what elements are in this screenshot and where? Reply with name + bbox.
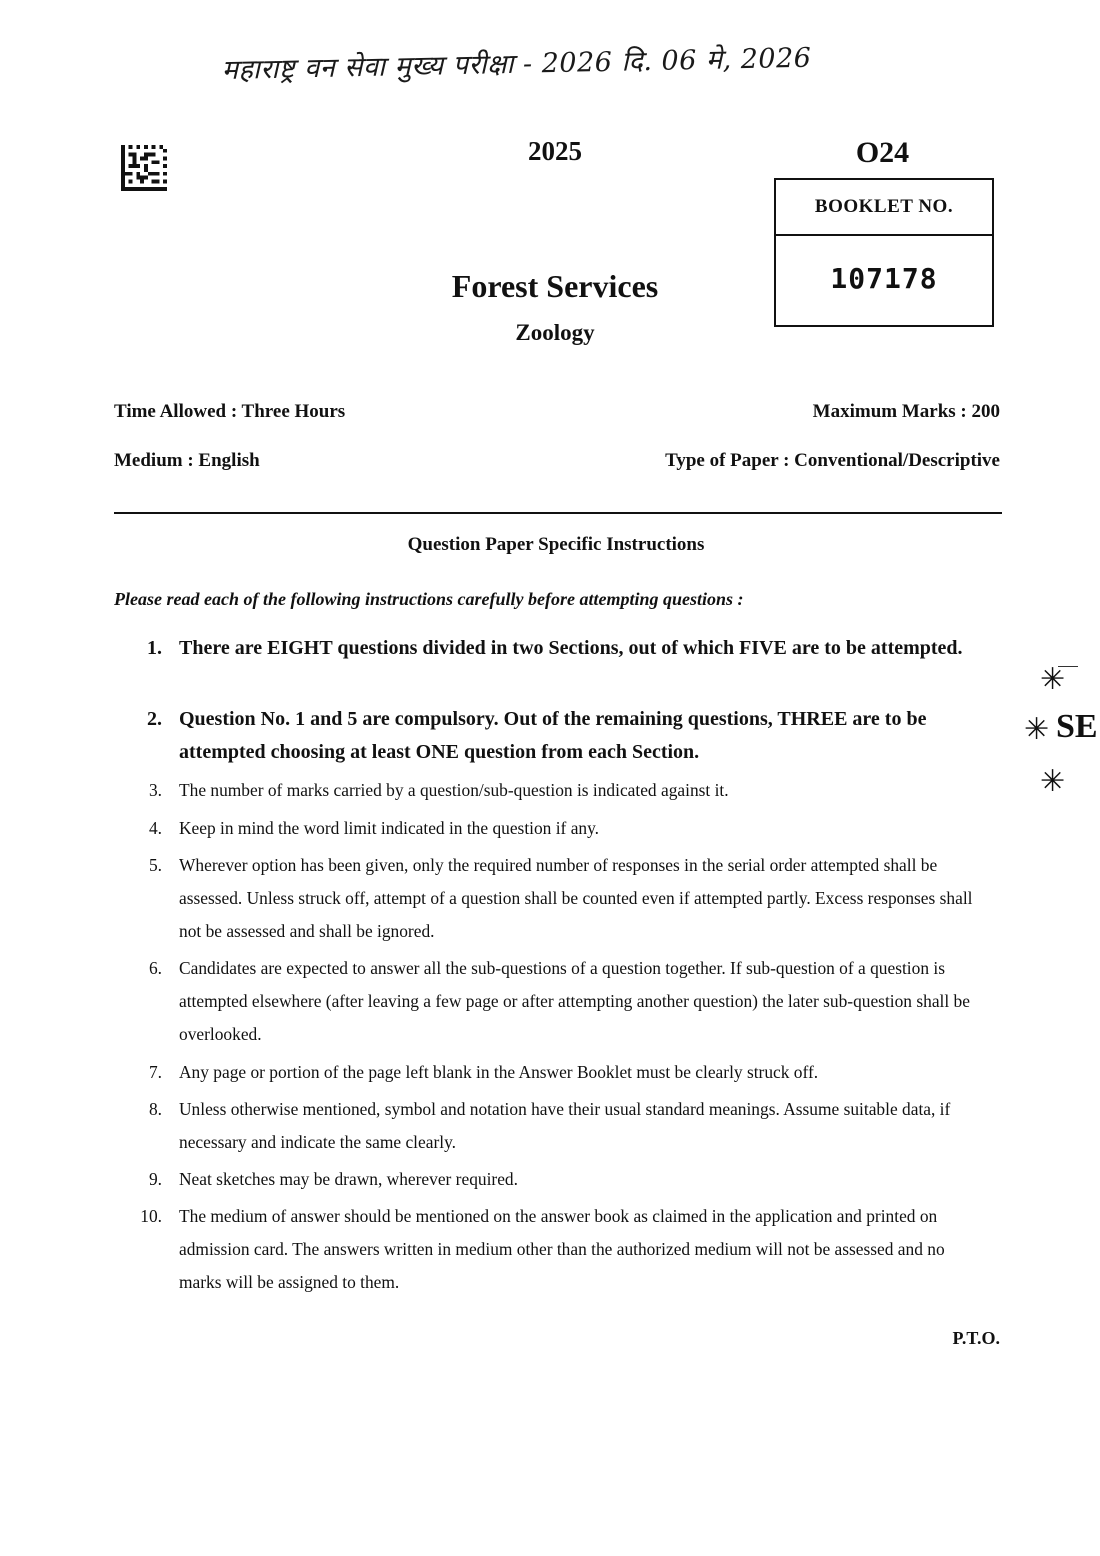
instruction-number: 4. bbox=[148, 818, 162, 838]
instructions-heading: Question Paper Specific Instructions bbox=[407, 534, 705, 555]
stamp-text: SE bbox=[1056, 708, 1098, 745]
paper-code: O24 bbox=[855, 136, 910, 169]
asterisk-icon: ✳ bbox=[1024, 712, 1050, 747]
medium: Medium : English bbox=[114, 450, 260, 471]
instruction-text: Candidates are expected to answer all the sub-questions of a question together. If sub-question of a question is attempted elsewhere (after leaving a few page or after attempting another question) the later sub-question shall be overlooked. bbox=[179, 958, 970, 1044]
instruction-number: 10. bbox=[140, 1206, 162, 1226]
instructions-intro: Please read each of the following instructions carefully before attempting questions : bbox=[114, 589, 744, 609]
booklet-number-box bbox=[774, 178, 994, 327]
handwritten-note-text: महाराष्ट्र वन सेवा मुख्य परीक्षा - 2026 दि. 06 मे, 2026 bbox=[221, 42, 812, 86]
barcode-icon bbox=[120, 145, 168, 191]
instruction-number: 9. bbox=[148, 1169, 162, 1189]
side-stamp bbox=[1022, 662, 1100, 802]
instruction-text: Unless otherwise mentioned, symbol and notation have their usual standard meanings. Assume suitable data, if necessary and indicate the same clearly. bbox=[179, 1099, 951, 1152]
paper-type: Type of Paper : Conventional/Descriptive bbox=[665, 450, 1000, 471]
instruction-number: 7. bbox=[148, 1062, 162, 1082]
instruction-text: There are EIGHT questions divided in two Sections, out of which FIVE are to be attempted. bbox=[179, 637, 963, 659]
instruction-number: 3. bbox=[148, 780, 162, 800]
instruction-text: Neat sketches may be drawn, wherever required. bbox=[179, 1169, 518, 1189]
instruction-text: Question No. 1 and 5 are compulsory. Out of the remaining questions, THREE are to be attempted choosing at least ONE question from each Section. bbox=[179, 708, 927, 763]
subject-title: Zoology bbox=[515, 320, 595, 345]
maximum-marks: Maximum Marks : 200 bbox=[812, 401, 1000, 422]
instruction-text: The medium of answer should be mentioned on the answer book as claimed in the application and printed on admission card. The answers written in medium other than the authorized medium will not be assessed and no marks will be assigned to them. bbox=[179, 1206, 945, 1292]
booklet-number: 107178 bbox=[830, 262, 938, 295]
please-turn-over: P.T.O. bbox=[952, 1328, 1000, 1348]
instruction-text: Wherever option has been given, only the required number of responses in the serial order attempted shall be assessed. Unless struck off, attempt of a question shall be counted even if attempted partly. Excess responses shall not be assessed and shall be ignored. bbox=[179, 855, 973, 941]
instruction-number: 5. bbox=[148, 855, 162, 875]
instruction-text: Any page or portion of the page left blank in the Answer Booklet must be clearly struck off. bbox=[179, 1062, 819, 1082]
divider bbox=[114, 512, 1002, 514]
instruction-number: 1. bbox=[147, 637, 162, 659]
instruction-text: Keep in mind the word limit indicated in the question if any. bbox=[179, 818, 600, 838]
instruction-number: 6. bbox=[148, 958, 162, 978]
time-allowed: Time Allowed : Three Hours bbox=[114, 401, 346, 422]
handwritten-note bbox=[221, 33, 1042, 110]
instruction-number: 2. bbox=[147, 708, 162, 730]
asterisk-icon: ✳ bbox=[1040, 662, 1066, 697]
asterisk-icon: ✳ bbox=[1040, 764, 1066, 799]
exam-title: Forest Services bbox=[451, 268, 659, 304]
instruction-number: 8. bbox=[148, 1099, 162, 1119]
booklet-label: BOOKLET NO. bbox=[776, 180, 992, 236]
exam-year: 2025 bbox=[528, 136, 582, 166]
instruction-text: The number of marks carried by a question/sub-question is indicated against it. bbox=[179, 780, 729, 800]
